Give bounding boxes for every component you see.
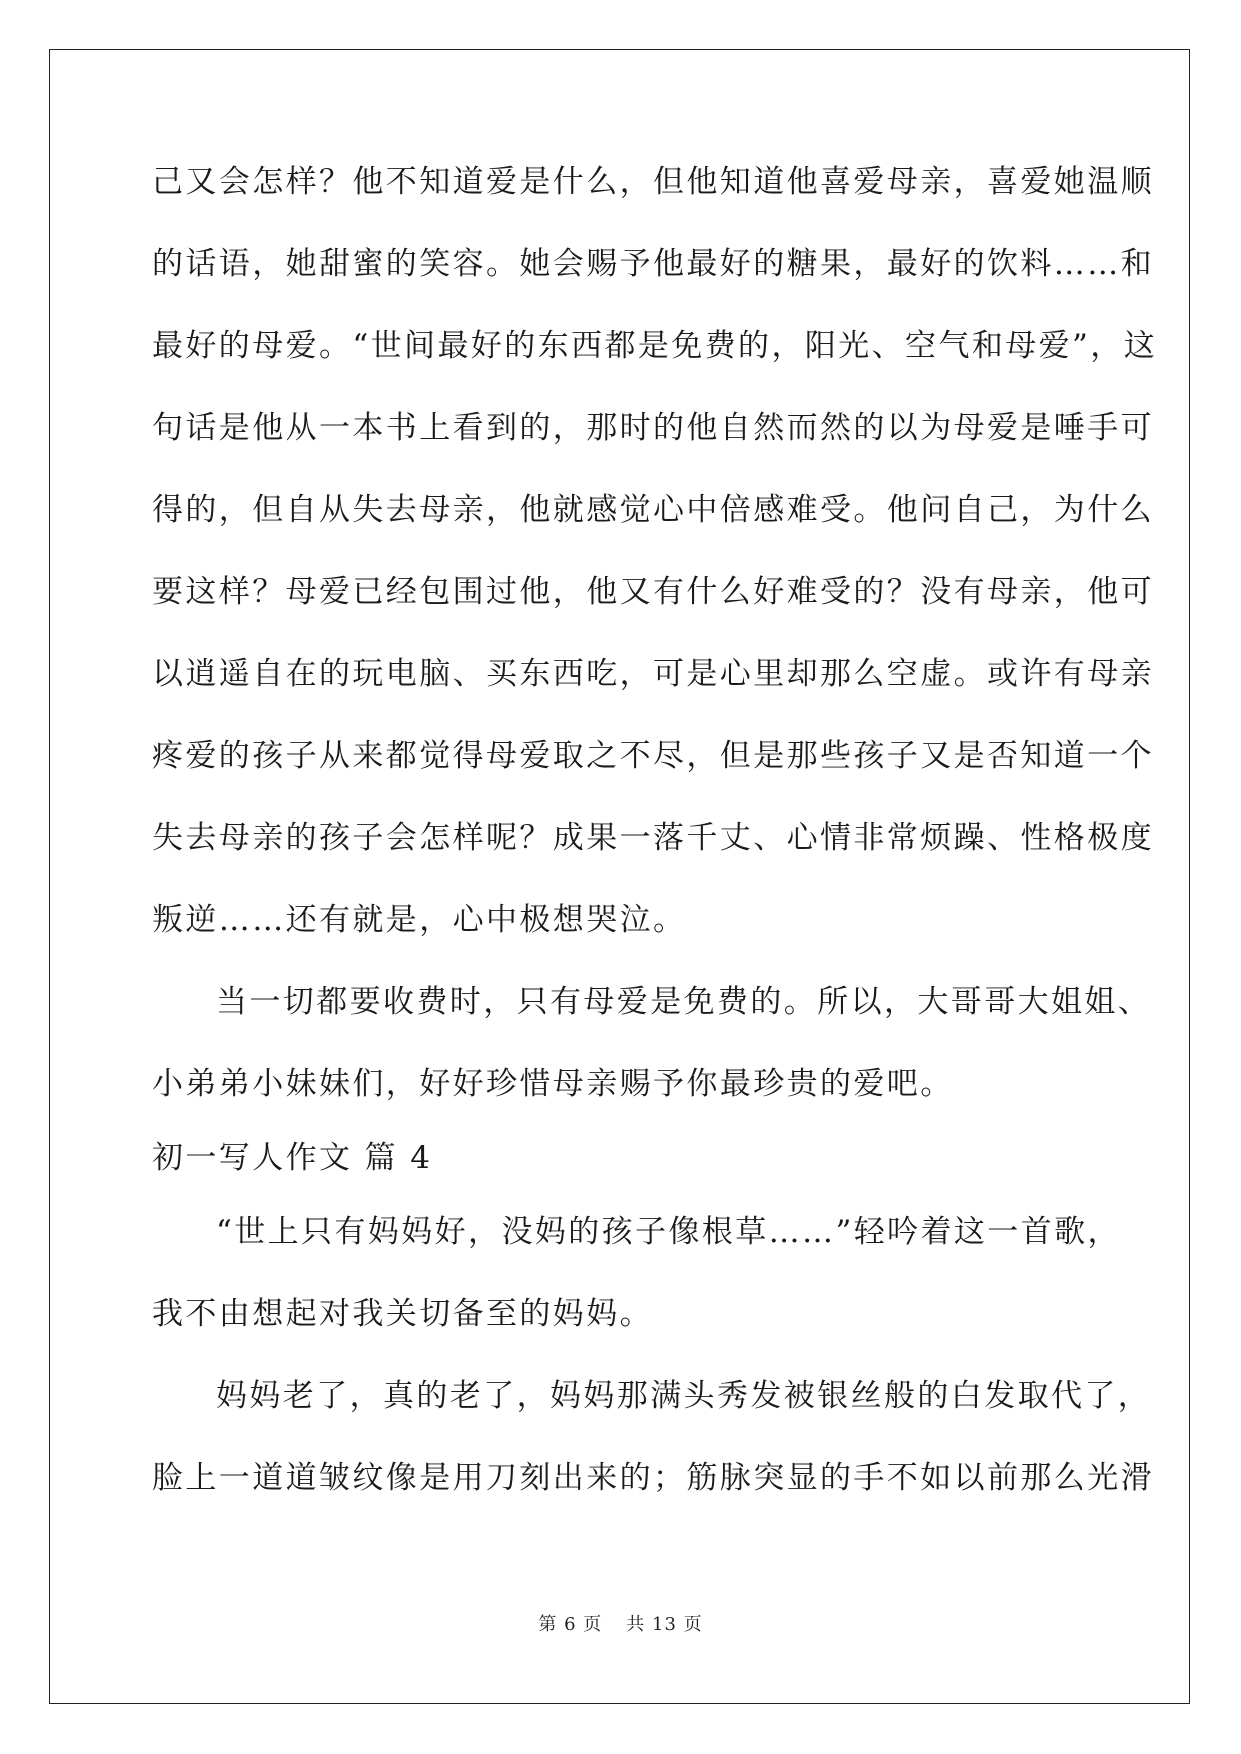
text-line: 最好的母爱。“世间最好的东西都是免费的，阳光、空气和母爱”，这 [152,328,1158,364]
text-line: 脸上一道道皱纹像是用刀刻出来的；筋脉突显的手不如以前那么光滑 [152,1460,1154,1496]
text-line: 妈妈老了，真的老了，妈妈那满头秀发被银丝般的白发取代了， [216,1378,1152,1414]
text-line: 己又会怎样？他不知道爱是什么，但他知道他喜爱母亲，喜爱她温顺 [152,164,1154,200]
text-line: 疼爱的孩子从来都觉得母爱取之不尽，但是那些孩子又是否知道一个 [152,738,1154,774]
text-line: 得的，但自从失去母亲，他就感觉心中倍感难受。他问自己，为什么 [152,492,1154,528]
page-footer [0,1610,1241,1636]
text-line: 以逍遥自在的玩电脑、买东西吃，可是心里却那么空虚。或许有母亲 [152,656,1154,692]
text-line: 叛逆……还有就是，心中极想哭泣。 [152,902,687,938]
text-line: “世上只有妈妈好，没妈的孩子像根草……”轻吟着这一首歌， [216,1214,1121,1250]
text-line: 小弟弟小妹妹们，好好珍惜母亲赐予你最珍贵的爱吧。 [152,1066,954,1102]
text-line: 我不由想起对我关切备至的妈妈。 [152,1296,653,1332]
page-number: 第 6 页 [538,1614,603,1635]
text-line: 要这样？母爱已经包围过他，他又有什么好难受的？没有母亲，他可 [152,574,1154,610]
text-line: 失去母亲的孩子会怎样呢？成果一落千丈、心情非常烦躁、性格极度 [152,820,1154,856]
text-line: 句话是他从一本书上看到的，那时的他自然而然的以为母爱是唾手可 [152,410,1154,446]
text-line: 的话语，她甜蜜的笑容。她会赐予他最好的糖果，最好的饮料……和 [152,246,1154,282]
document-body [152,158,1158,1536]
page-total: 共 13 页 [626,1614,703,1635]
text-line: 当一切都要收费时，只有母爱是免费的。所以，大哥哥大姐姐、 [216,984,1152,1020]
section-heading: 初一写人作文 篇 4 [152,1140,433,1176]
